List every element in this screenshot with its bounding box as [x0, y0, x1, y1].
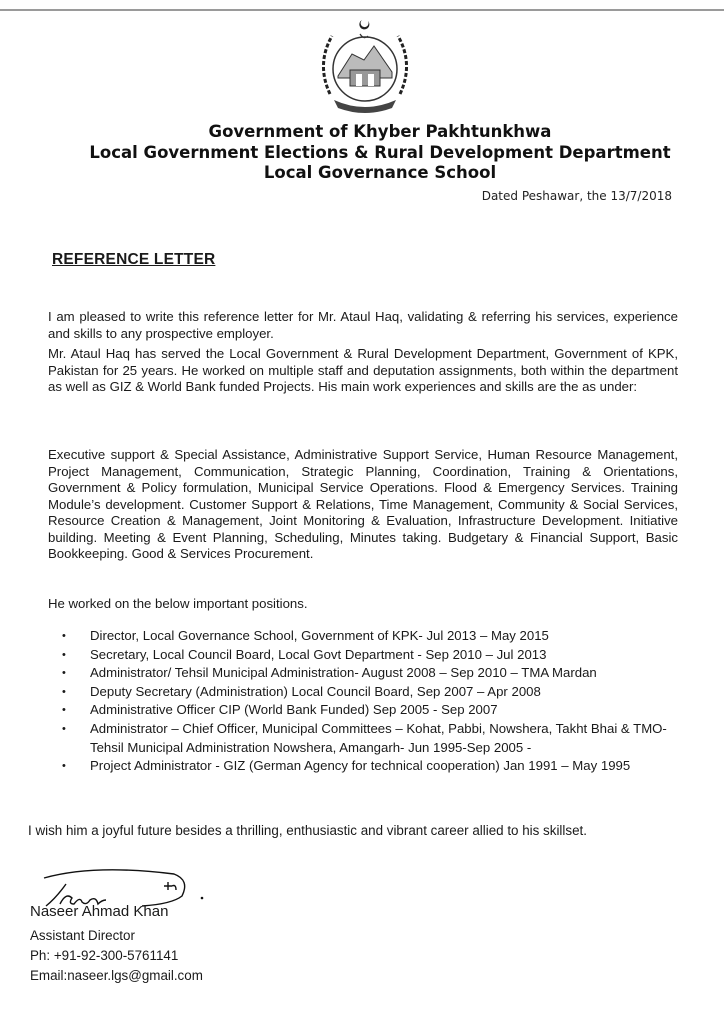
positions-list	[48, 627, 688, 776]
bullet-icon: •	[62, 704, 66, 717]
signatory-email: Email:naseer.lgs@gmail.com	[30, 968, 203, 983]
positions-intro: He worked on the below important positions.	[48, 596, 308, 611]
letter-title: REFERENCE LETTER	[52, 251, 216, 268]
bullet-icon: •	[62, 760, 66, 773]
bullet-icon: •	[62, 667, 66, 680]
position-text: Secretary, Local Council Board, Local Govt Department - Sep 2010 – Jul 2013	[90, 646, 547, 662]
skills-paragraph: Executive support & Special Assistance, Administrative Support Service, Human Resource Management, Project Management, Communication, Strategic Planning, Coordination, Training & Orientations, Government & Policy formulation, Municipal Service Operations. Flood & Emergency Services. Training Module’s development. Customer Support & Relations, Time Management, Community & Social Services, Resource Creation & Management, Joint Monitoring & Evaluation, Infrastructure Development. Initiative building. Meeting & Event Planning, Scheduling, Minutes taking. Budgetary & Financial Support, Basic Bookkeeping. Good & Services Procurement.	[48, 447, 678, 561]
position-text: Administrator – Chief Officer, Municipal Committees – Kohat, Pabbi, Nowshera, Takht Bhai & TMO-Tehsil Municipal Administration Nowshera, Amangarh- Jun 1995-Sep 2005 -	[90, 720, 667, 755]
signatory-phone: Ph: +91-92-300-5761141	[30, 948, 179, 963]
position-text: Director, Local Governance School, Government of KPK- Jul 2013 – May 2015	[90, 628, 549, 643]
letterhead-school: Local Governance School	[263, 163, 497, 182]
position-text: Project Administrator - GIZ (German Agency for technical cooperation) Jan 1991 – May 1995	[90, 758, 631, 774]
signatory-designation: Assistant Director	[30, 928, 135, 943]
list-item	[48, 646, 688, 665]
bullet-icon: •	[62, 630, 66, 642]
list-item	[48, 757, 688, 776]
closing-paragraph: I wish him a joyful future besides a thrilling, enthusiastic and vibrant career allied to his skillset.	[28, 823, 587, 838]
position-text: Administrative Officer CIP (World Bank Funded) Sep 2005 - Sep 2007	[90, 702, 498, 718]
signatory-name: Naseer Ahmad Khan	[30, 903, 169, 920]
government-emblem-icon	[312, 14, 418, 114]
list-item	[48, 627, 688, 646]
top-border-line	[0, 9, 724, 11]
position-text: Administrator/ Tehsil Municipal Administration- August 2008 – Sep 2010 – TMA Mardan	[90, 665, 597, 681]
position-text: Deputy Secretary (Administration) Local Council Board, Sep 2007 – Apr 2008	[90, 683, 541, 699]
bullet-icon: •	[62, 685, 66, 698]
list-item	[48, 664, 688, 683]
bullet-icon: •	[62, 722, 66, 735]
list-item	[48, 683, 688, 702]
list-item	[48, 701, 688, 720]
letterhead-department: Local Government Elections & Rural Development Department	[89, 143, 671, 162]
list-item	[48, 720, 688, 757]
intro-paragraph: I am pleased to write this reference letter for Mr. Ataul Haq, validating & referring his services, experience and skills to any prospective employer.	[48, 309, 678, 341]
bullet-icon: •	[62, 648, 66, 661]
date-line: Dated Peshawar, the 13/7/2018	[481, 189, 672, 203]
letterhead-government: Government of Khyber Pakhtunkhwa	[208, 122, 552, 141]
service-paragraph: Mr. Ataul Haq has served the Local Government & Rural Development Department, Government of KPK, Pakistan for 25 years. He worked on multiple staff and deputation assignments, both within the department as well as GIZ & World Bank funded Projects. His main work experiences and skills are the as under:	[48, 346, 678, 394]
